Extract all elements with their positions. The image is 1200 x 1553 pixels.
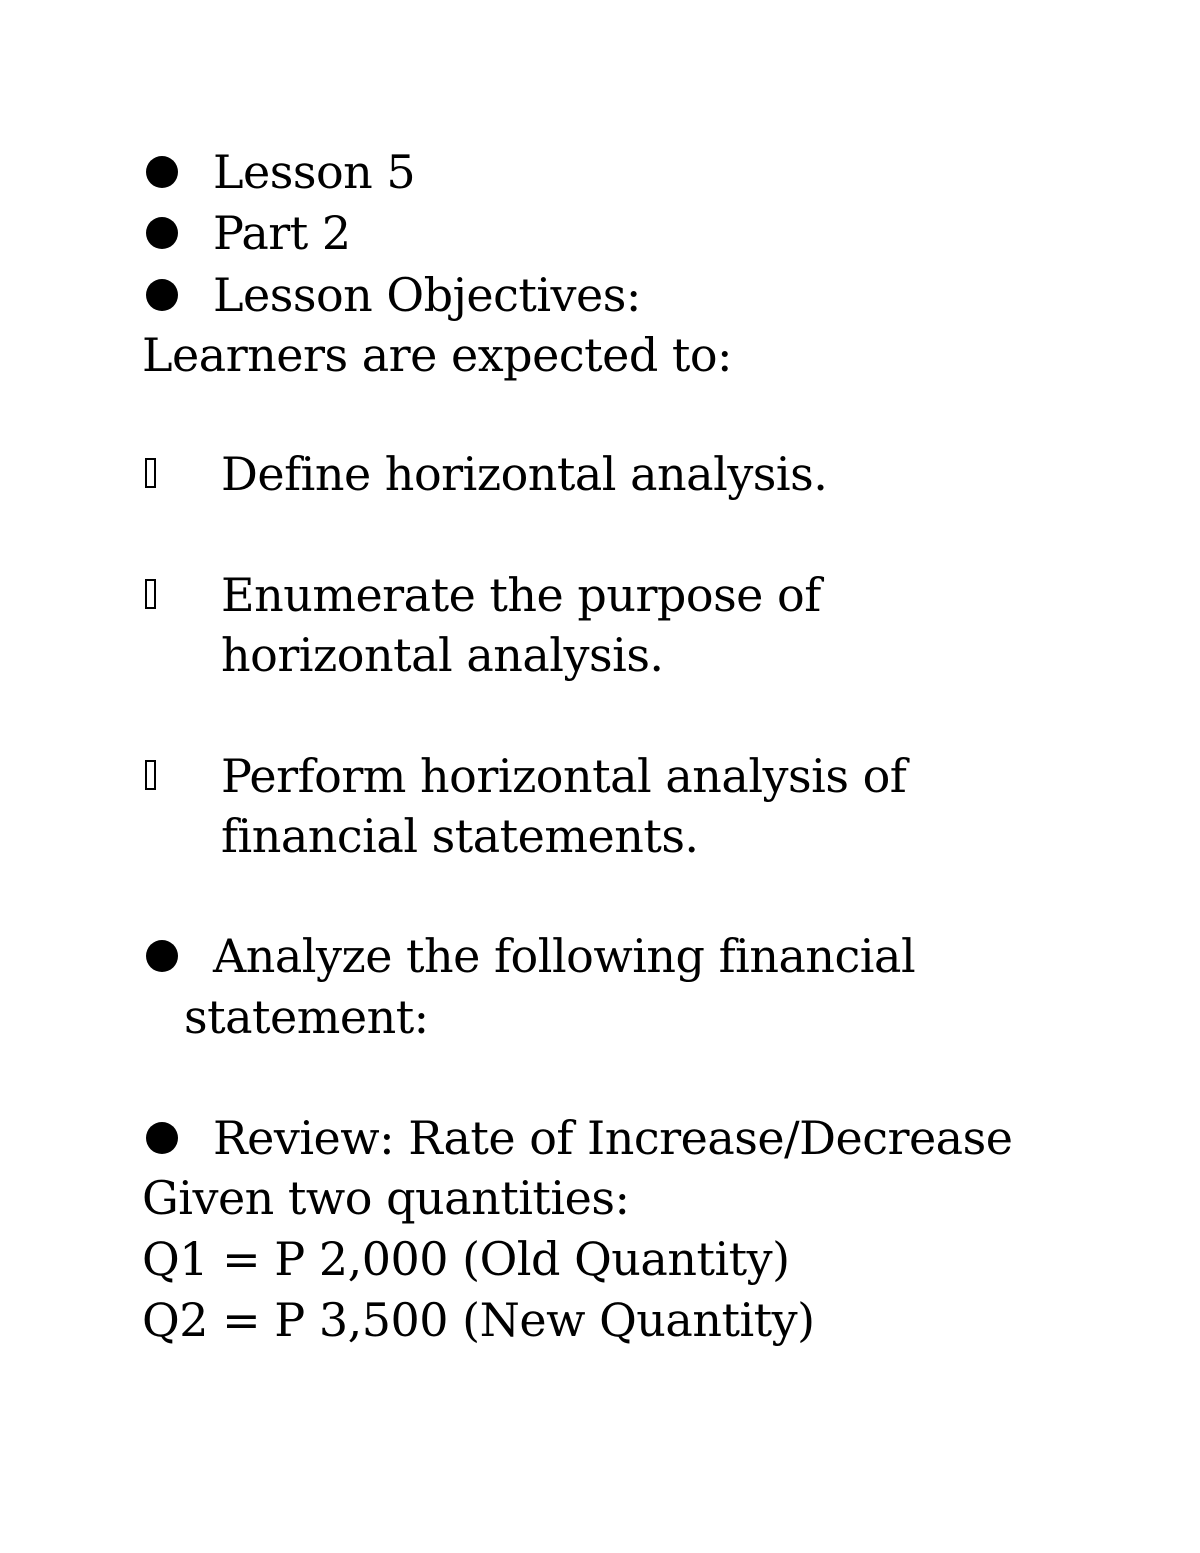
objective-item-3-line-2: financial statements.	[221, 809, 699, 863]
bullet-icon	[146, 940, 178, 972]
objective-item-2-line-1: Enumerate the purpose of	[221, 568, 821, 622]
objective-item-2-line-2: horizontal analysis.	[221, 628, 664, 682]
bullet-icon	[146, 217, 178, 249]
review-q1: Q1 = P 2,000 (Old Quantity)	[142, 1232, 790, 1286]
objectives-heading: Lesson Objectives:	[213, 268, 641, 322]
bullet-icon	[146, 279, 178, 311]
objectives-intro: Learners are expected to:	[142, 328, 733, 382]
review-q2: Q2 = P 3,500 (New Quantity)	[142, 1293, 815, 1347]
analyze-line-1: Analyze the following financial	[213, 929, 916, 983]
lesson-title: Lesson 5	[213, 145, 416, 199]
review-given: Given two quantities:	[142, 1171, 630, 1225]
objective-marker-icon	[145, 458, 156, 488]
bullet-icon	[146, 156, 178, 188]
bullet-icon	[146, 1122, 178, 1154]
objective-marker-icon	[145, 760, 156, 790]
analyze-line-2: statement:	[184, 990, 429, 1044]
part-label: Part 2	[213, 206, 351, 260]
objective-marker-icon	[145, 579, 156, 609]
review-heading: Review: Rate of Increase/Decrease	[213, 1111, 1013, 1165]
objective-item-3-line-1: Perform horizontal analysis of	[221, 749, 907, 803]
objective-item-1-line-1: Define horizontal analysis.	[221, 447, 828, 501]
